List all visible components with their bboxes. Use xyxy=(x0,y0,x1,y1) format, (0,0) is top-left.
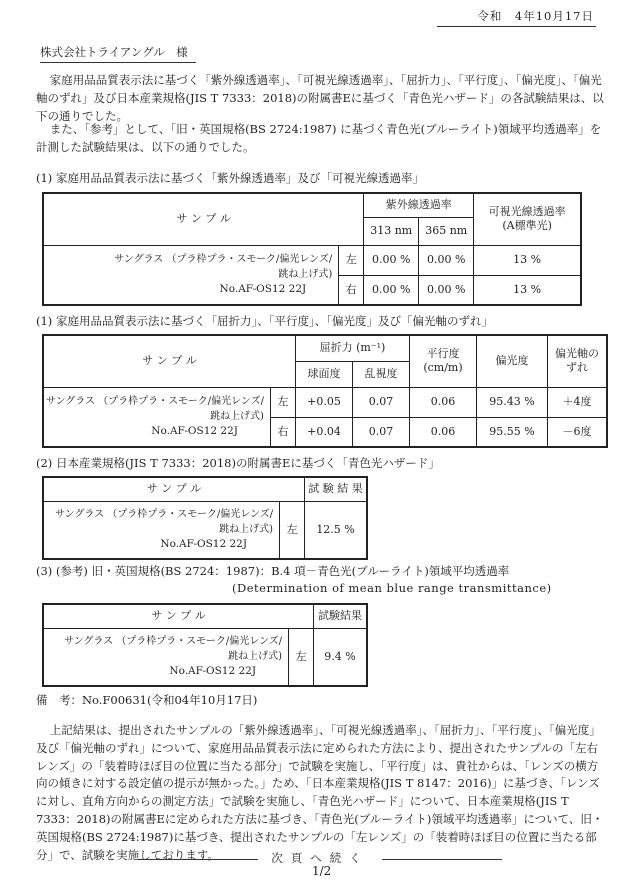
sample-model: No.AF-OS12 22J xyxy=(219,282,307,295)
astig-left: 0.07 xyxy=(352,387,409,417)
col-result-header: 試 験 結 果 xyxy=(305,477,367,501)
parallel-left: 0.06 xyxy=(409,387,476,417)
sample-line-1: サングラス （プラ枠プラ・スモーク/偏光レンズ/ xyxy=(114,253,333,265)
side-left: 左 xyxy=(280,501,305,559)
blue-transmittance-table xyxy=(42,603,368,687)
col-uv-313: 313 nm xyxy=(364,217,419,245)
sample-name-cell xyxy=(43,501,280,559)
visible-right: 13 % xyxy=(474,275,581,305)
col-uv-365: 365 nm xyxy=(419,217,474,245)
sphere-left: +0.05 xyxy=(295,387,352,417)
sample-model: No.AF-OS12 22J xyxy=(169,664,257,677)
sample-model: No.AF-OS12 22J xyxy=(151,424,238,437)
optics-table xyxy=(42,334,608,448)
section-4-heading: (3) (参考) 旧・英国規格(BS 2724：1987)：B.4 項－青色光(ブルーライト)領域平均透過率 xyxy=(36,564,510,578)
sample-name-cell xyxy=(43,245,339,305)
document-date: 令和 4年10月17日 xyxy=(437,8,596,27)
sample-line-1: サングラス （プラ枠プラ・スモーク/偏光レンズ/ xyxy=(55,508,274,520)
sample-line-1: サングラス （プラ枠プラ・スモーク/偏光レンズ/ xyxy=(64,635,283,647)
section-3-heading: (2) 日本産業規格(JIS T 7333：2018)の附属書Eに基づく「青色光ハザード」 xyxy=(36,456,440,470)
sample-line-1: サングラス （プラ枠プラ・スモーク/偏光レンズ/ xyxy=(46,395,264,407)
blue-hazard-value: 12.5 % xyxy=(305,501,367,559)
sample-name-cell xyxy=(43,387,270,447)
col-parallel-label: 平行度 xyxy=(426,346,460,360)
blue-transmittance-value: 9.4 % xyxy=(314,628,367,686)
continued-label: 次頁へ続く xyxy=(271,851,369,865)
footer-rule-right xyxy=(382,859,502,860)
visible-left: 13 % xyxy=(474,245,581,275)
intro-paragraph-2: また、「参考」として、「旧・英国規格(BS 2724:1987) に基づく青色光(ブルーライト)領域平均透過率」を計測した試験結果は、以下の通りでした。 xyxy=(36,122,602,154)
col-sample-header: サ ン プ ル xyxy=(43,193,364,245)
col-power-header: 屈折力 (m⁻¹) xyxy=(295,335,409,361)
sample-name-cell xyxy=(43,628,289,686)
axis-right: －6度 xyxy=(547,417,607,447)
parallel-right: 0.06 xyxy=(409,417,476,447)
col-uv-header: 紫外線透過率 xyxy=(364,193,474,217)
uv365-right: 0.00 % xyxy=(419,275,474,305)
astig-right: 0.07 xyxy=(352,417,409,447)
polar-right: 95.55 % xyxy=(476,417,547,447)
footer-rule-left xyxy=(138,859,258,860)
col-sample-header: サ ン プ ル xyxy=(43,335,295,387)
col-parallel-header xyxy=(409,335,476,387)
col-visible-label: 可視光線透過率 xyxy=(488,204,566,218)
sphere-right: +0.04 xyxy=(295,417,352,447)
col-result-header: 試験結果 xyxy=(314,604,367,628)
side-right: 右 xyxy=(339,275,364,305)
col-sample-header: サ ン プ ル xyxy=(43,604,314,628)
uv313-right: 0.00 % xyxy=(364,275,419,305)
uv-visible-table xyxy=(42,192,582,306)
col-parallel-unit: (cm/m) xyxy=(423,361,463,375)
intro-paragraph-1: 家庭用品品質表示法に基づく「紫外線透過率」、「可視光線透過率」、「屈折力」、「平行度」、「偏光度」、「偏光軸のずれ」及び日本産業規格(JIS T 7333：2018)の附属書Eに基づく「青色光ハザード」の各試験結果は、以下の通りでした。 xyxy=(36,73,604,123)
col-polar-header: 偏光度 xyxy=(476,335,547,387)
axis-left: ＋4度 xyxy=(547,387,607,417)
sample-line-2: 跳ね上げ式) xyxy=(210,410,264,422)
col-sphere: 球面度 xyxy=(295,361,352,387)
page-number: 1/2 xyxy=(312,864,332,878)
side-right: 右 xyxy=(270,417,295,447)
sample-line-2: 跳ね上げ式) xyxy=(219,523,274,535)
sample-line-2: 跳ね上げ式) xyxy=(228,650,283,662)
col-visible-header xyxy=(474,193,581,245)
side-left: 左 xyxy=(339,245,364,275)
uv365-left: 0.00 % xyxy=(419,245,474,275)
conclusion-paragraph: 上記結果は、提出されたサンプルの「紫外線透過率」、「可視光線透過率」、「屈折力」、「平行度」、「偏光度」及び「偏光軸のずれ」について、家庭用品品質表示法に定められた方法により、提出されたサンプルの「左右レンズ」の「装着時ほぼ目の位置に当たる部分」で試験を実施し、「平行度」は、貴社からは、「レンズの横方向の傾きに対する設定値の提示が無かった。」ため、「日本産業規格(JIS T 8147：2016)」に基づき、「レンズに対し、直角方向からの測定方法」で試験を実施し、「青色光ハザード」について、日本産業規格(JIS T 7333：2018)の附属書Eに定められた方法に基づき、「青色光(ブルーライト)領域平均透過率」について、旧・英国規格(BS 2724:1987)に基づき、提出されたサンプルの「左レンズ」の「装着時ほぼ目の位置に当たる部分」で、試験を実施しております。 xyxy=(36,723,604,862)
remarks: 備 考：No.F00631(令和04年10月17日) xyxy=(36,693,258,707)
blue-hazard-table xyxy=(42,476,368,560)
col-astig: 乱視度 xyxy=(352,361,409,387)
polar-left: 95.43 % xyxy=(476,387,547,417)
section-2-heading: (1) 家庭用品品質表示法に基づく「屈折力」、「平行度」、「偏光度」及び「偏光軸のずれ」 xyxy=(36,314,493,328)
uv313-left: 0.00 % xyxy=(364,245,419,275)
side-left: 左 xyxy=(289,628,314,686)
side-left: 左 xyxy=(270,387,295,417)
addressee: 株式会社トライアングル 様 xyxy=(40,44,196,63)
col-axis-header: 偏光軸のずれ xyxy=(547,335,607,387)
col-visible-sublabel: (A標準光) xyxy=(502,219,552,233)
sample-line-2: 跳ね上げ式) xyxy=(278,268,333,280)
sample-model: No.AF-OS12 22J xyxy=(160,537,248,550)
col-sample-header: サ ン プ ル xyxy=(43,477,305,501)
section-4-heading-en: (Determination of mean blue range transmittance) xyxy=(232,581,552,595)
section-1-heading: (1) 家庭用品品質表示法に基づく「紫外線透過率」及び「可視光線透過率」 xyxy=(36,171,424,185)
